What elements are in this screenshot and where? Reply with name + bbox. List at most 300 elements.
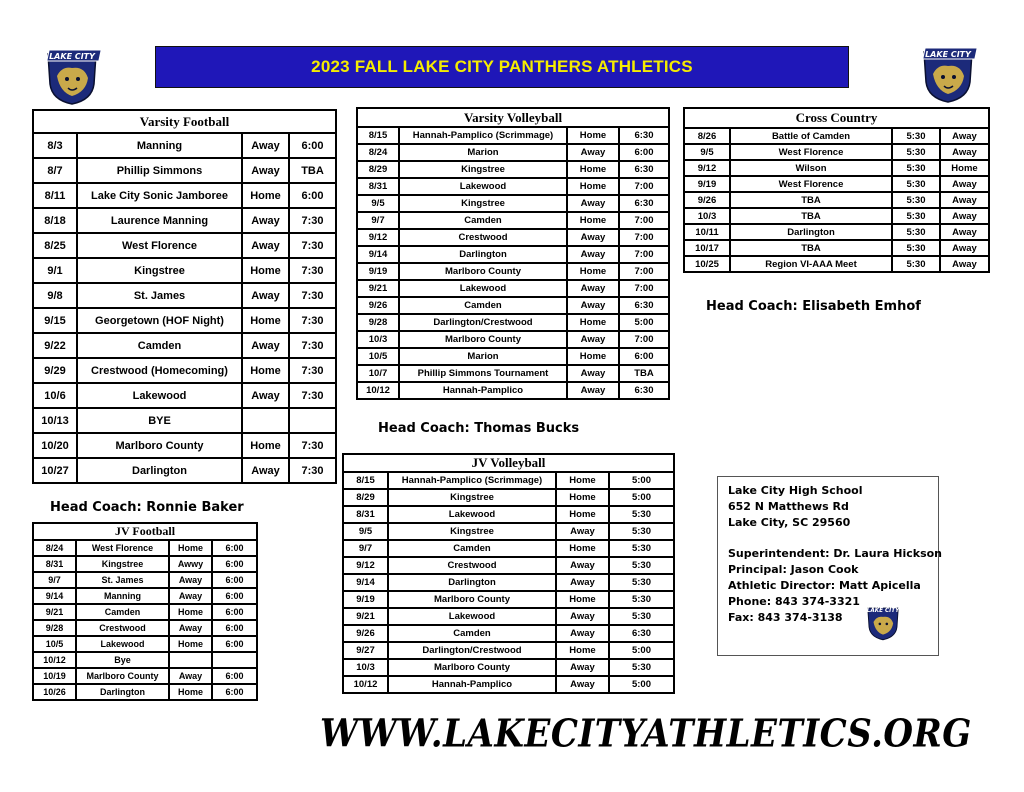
- table-row: [343, 574, 674, 591]
- table-row: [343, 472, 674, 489]
- cell-opponent: TBA: [730, 208, 892, 224]
- cell-date: 8/29: [343, 489, 388, 506]
- cell-opponent: Marlboro County: [388, 659, 556, 676]
- table-row: [357, 297, 669, 314]
- cell-opponent: West Florence: [730, 144, 892, 160]
- table-row: [357, 195, 669, 212]
- cell-date: 10/12: [33, 652, 76, 668]
- cell-date: 8/7: [33, 158, 77, 183]
- cell-col3: 5:30: [892, 160, 940, 176]
- cell-col3: 5:30: [892, 128, 940, 144]
- cell-date: 9/22: [33, 333, 77, 358]
- table-row: [33, 258, 336, 283]
- table-row: [33, 133, 336, 158]
- cell-col3: Away: [242, 333, 289, 358]
- cell-col4: 5:30: [609, 608, 674, 625]
- cell-col3: Away: [567, 195, 619, 212]
- cell-date: 8/26: [684, 128, 730, 144]
- cell-col3: 5:30: [892, 224, 940, 240]
- table-title: JV Football: [33, 523, 257, 540]
- cell-col3: Home: [169, 636, 212, 652]
- cell-col4: 5:30: [609, 659, 674, 676]
- cell-col4: 6:30: [609, 625, 674, 642]
- table-row: [33, 588, 257, 604]
- cell-opponent: Kingstree: [77, 258, 242, 283]
- cell-col3: Home: [556, 591, 609, 608]
- cell-col3: Away: [242, 283, 289, 308]
- table-title: JV Volleyball: [343, 454, 674, 472]
- table-row: [357, 263, 669, 280]
- cell-col4: 6:30: [619, 127, 669, 144]
- cell-col4: [212, 652, 257, 668]
- cell-col4: 5:00: [609, 489, 674, 506]
- cell-date: 9/14: [33, 588, 76, 604]
- table-row: [684, 176, 989, 192]
- cell-date: 9/19: [684, 176, 730, 192]
- cell-col3: Home: [242, 358, 289, 383]
- cell-date: 8/11: [33, 183, 77, 208]
- cell-date: 9/19: [343, 591, 388, 608]
- table-row: [33, 636, 257, 652]
- cell-col4: 5:00: [609, 642, 674, 659]
- cell-opponent: Camden: [399, 212, 567, 229]
- table-row: [343, 489, 674, 506]
- cell-opponent: Laurence Manning: [77, 208, 242, 233]
- cell-opponent: Lakewood: [388, 608, 556, 625]
- cell-col3: Home: [242, 308, 289, 333]
- cell-date: 9/27: [343, 642, 388, 659]
- cell-date: 9/8: [33, 283, 77, 308]
- cell-col4: 7:30: [289, 383, 336, 408]
- cell-col3: Away: [567, 297, 619, 314]
- cell-date: 9/14: [357, 246, 399, 263]
- table-row: [684, 240, 989, 256]
- cell-date: 9/15: [33, 308, 77, 333]
- cell-date: 9/5: [357, 195, 399, 212]
- cell-opponent: Kingstree: [388, 489, 556, 506]
- cell-date: 9/26: [684, 192, 730, 208]
- cell-opponent: BYE: [77, 408, 242, 433]
- cell-opponent: Phillip Simmons: [77, 158, 242, 183]
- volleyball-head-coach: Head Coach: Thomas Bucks: [378, 421, 580, 436]
- cell-date: 10/25: [684, 256, 730, 272]
- cell-date: 9/19: [357, 263, 399, 280]
- table-row: [357, 348, 669, 365]
- cell-opponent: Lake City Sonic Jamboree: [77, 183, 242, 208]
- cell-col3: 5:30: [892, 256, 940, 272]
- cell-col3: Away: [242, 233, 289, 258]
- cell-col4: 7:30: [289, 358, 336, 383]
- cell-opponent: Manning: [77, 133, 242, 158]
- cell-col3: Away: [169, 588, 212, 604]
- table-row: [33, 208, 336, 233]
- cell-col4: 6:30: [619, 382, 669, 399]
- cell-opponent: Marion: [399, 348, 567, 365]
- cell-opponent: Battle of Camden: [730, 128, 892, 144]
- fax-number: Fax: 843 374-3138: [728, 611, 843, 624]
- cell-col4: 6:00: [619, 144, 669, 161]
- cell-col4: 5:00: [609, 676, 674, 693]
- cell-col4: 7:00: [619, 263, 669, 280]
- cell-opponent: Bye: [76, 652, 169, 668]
- cell-date: 10/12: [357, 382, 399, 399]
- cell-date: 9/21: [33, 604, 76, 620]
- cell-col4: 7:30: [289, 258, 336, 283]
- cell-col3: Home: [169, 604, 212, 620]
- cell-opponent: St. James: [77, 283, 242, 308]
- cell-date: 10/11: [684, 224, 730, 240]
- cell-col3: Home: [242, 258, 289, 283]
- cell-date: 9/28: [357, 314, 399, 331]
- cell-col4: 5:30: [609, 557, 674, 574]
- table-row: [33, 556, 257, 572]
- cell-col4: 7:30: [289, 208, 336, 233]
- cell-col4: 7:00: [619, 178, 669, 195]
- cell-opponent: Darlington: [76, 684, 169, 700]
- cell-opponent: Hannah-Pamplico (Scrimmage): [399, 127, 567, 144]
- table-row: [33, 383, 336, 408]
- table-row: [33, 358, 336, 383]
- school-info-box: [717, 476, 943, 656]
- cell-date: 8/31: [33, 556, 76, 572]
- cell-date: 9/28: [33, 620, 76, 636]
- cell-date: 9/5: [343, 523, 388, 540]
- cell-col3: Home: [567, 127, 619, 144]
- cell-col3: Away: [556, 625, 609, 642]
- table-row: [357, 127, 669, 144]
- cell-col4: 6:00: [212, 620, 257, 636]
- cell-opponent: West Florence: [730, 176, 892, 192]
- cell-col4: 7:30: [289, 433, 336, 458]
- cell-date: 8/31: [357, 178, 399, 195]
- cell-col4: 6:30: [619, 195, 669, 212]
- cell-opponent: Wilson: [730, 160, 892, 176]
- cell-opponent: Kingstree: [399, 195, 567, 212]
- cell-col4: 5:30: [609, 506, 674, 523]
- cell-col3: 5:30: [892, 240, 940, 256]
- cell-col3: Away: [169, 572, 212, 588]
- cell-col3: Home: [169, 540, 212, 556]
- cell-col4: Away: [940, 192, 989, 208]
- cell-col4: 6:00: [212, 604, 257, 620]
- cell-col4: 5:30: [609, 540, 674, 557]
- cell-col3: Away: [242, 458, 289, 483]
- page-title-banner: [155, 46, 849, 88]
- cell-col3: Home: [169, 684, 212, 700]
- cell-col4: Away: [940, 256, 989, 272]
- table-row: [33, 540, 257, 556]
- cell-opponent: Region VI-AAA Meet: [730, 256, 892, 272]
- superintendent: Superintendent: Dr. Laura Hickson: [728, 547, 943, 560]
- cell-col4: 7:30: [289, 458, 336, 483]
- athletic-director: Athletic Director: Matt Apicella: [728, 579, 921, 592]
- cell-date: 10/17: [684, 240, 730, 256]
- table-row: [343, 557, 674, 574]
- cell-col3: Home: [556, 472, 609, 489]
- table-row: [684, 208, 989, 224]
- cell-opponent: Camden: [399, 297, 567, 314]
- cell-col3: Home: [556, 506, 609, 523]
- table-row: [343, 523, 674, 540]
- cell-opponent: Marlboro County: [399, 263, 567, 280]
- cross-country-table: [683, 107, 990, 273]
- table-row: [343, 506, 674, 523]
- cell-col3: Awwy: [169, 556, 212, 572]
- cell-opponent: Darlington: [388, 574, 556, 591]
- cell-opponent: Lakewood: [77, 383, 242, 408]
- table-row: [343, 676, 674, 693]
- table-row: [684, 256, 989, 272]
- table-row: [357, 178, 669, 195]
- cell-date: 9/12: [357, 229, 399, 246]
- cell-opponent: Crestwood: [76, 620, 169, 636]
- cell-col4: 7:30: [289, 308, 336, 333]
- school-address-street: 652 N Matthews Rd: [728, 500, 849, 513]
- table-row: [343, 642, 674, 659]
- table-row: [343, 625, 674, 642]
- cell-col4: 6:00: [619, 348, 669, 365]
- page-title: 2023 FALL LAKE CITY PANTHERS ATHLETICS: [311, 57, 693, 76]
- table-row: [33, 652, 257, 668]
- cell-date: 9/26: [343, 625, 388, 642]
- cell-col3: Away: [242, 208, 289, 233]
- svg-text:LAKE CITY: LAKE CITY: [49, 52, 95, 61]
- cell-col4: 6:00: [212, 556, 257, 572]
- cell-col4: 7:30: [289, 233, 336, 258]
- cell-date: 8/3: [33, 133, 77, 158]
- cell-col3: Away: [242, 383, 289, 408]
- cell-col3: 5:30: [892, 192, 940, 208]
- cell-opponent: West Florence: [77, 233, 242, 258]
- cell-col4: 7:30: [289, 333, 336, 358]
- table-row: [343, 608, 674, 625]
- table-row: [33, 458, 336, 483]
- cell-col4: Away: [940, 208, 989, 224]
- cell-col3: Home: [242, 183, 289, 208]
- cell-col3: Away: [556, 659, 609, 676]
- cell-col3: Away: [567, 365, 619, 382]
- cell-col4: 7:00: [619, 331, 669, 348]
- phone-number: Phone: 843 374-3321: [728, 595, 860, 608]
- cell-date: 10/6: [33, 383, 77, 408]
- cell-date: 10/3: [357, 331, 399, 348]
- cell-col4: 6:30: [619, 297, 669, 314]
- cell-date: 10/5: [33, 636, 76, 652]
- table-row: [357, 229, 669, 246]
- cell-date: 9/21: [357, 280, 399, 297]
- cell-opponent: Marlboro County: [388, 591, 556, 608]
- cell-col3: Home: [556, 540, 609, 557]
- cell-opponent: Lakewood: [388, 506, 556, 523]
- cell-col4: 6:00: [212, 684, 257, 700]
- cell-opponent: Marlboro County: [399, 331, 567, 348]
- jv-volleyball-table: [342, 453, 675, 694]
- cell-date: 8/31: [343, 506, 388, 523]
- cell-date: 10/7: [357, 365, 399, 382]
- table-row: [357, 382, 669, 399]
- cell-col4: Away: [940, 176, 989, 192]
- table-row: [343, 591, 674, 608]
- cell-col3: Away: [567, 144, 619, 161]
- cell-opponent: Darlington/Crestwood: [399, 314, 567, 331]
- cell-col4: 6:00: [289, 183, 336, 208]
- cell-col4: 7:00: [619, 212, 669, 229]
- varsity-football-table: [32, 109, 337, 484]
- table-row: [33, 572, 257, 588]
- cell-col4: 6:00: [212, 588, 257, 604]
- school-name: Lake City High School: [728, 484, 863, 497]
- table-row: [343, 540, 674, 557]
- cell-date: 9/21: [343, 608, 388, 625]
- cell-col3: Away: [169, 620, 212, 636]
- table-title: Cross Country: [684, 108, 989, 128]
- cell-date: 8/15: [343, 472, 388, 489]
- cell-col4: Away: [940, 240, 989, 256]
- cell-opponent: Darlington: [730, 224, 892, 240]
- cell-date: 9/14: [343, 574, 388, 591]
- cell-opponent: Lakewood: [399, 280, 567, 297]
- cell-date: 9/29: [33, 358, 77, 383]
- cell-col4: 7:00: [619, 229, 669, 246]
- cell-opponent: Crestwood: [399, 229, 567, 246]
- table-row: [684, 160, 989, 176]
- cell-col4: Away: [940, 128, 989, 144]
- varsity-volleyball-table: [356, 107, 670, 400]
- panther-logo-left: [42, 46, 102, 106]
- table-row: [33, 620, 257, 636]
- cell-col3: Away: [567, 229, 619, 246]
- cell-date: 9/12: [343, 557, 388, 574]
- principal: Principal: Jason Cook: [728, 563, 859, 576]
- cell-col3: Away: [556, 557, 609, 574]
- cell-opponent: Kingstree: [399, 161, 567, 178]
- cell-date: 9/7: [343, 540, 388, 557]
- table-row: [357, 161, 669, 178]
- cell-col4: Home: [940, 160, 989, 176]
- cell-col3: Away: [242, 158, 289, 183]
- table-row: [33, 158, 336, 183]
- cell-col3: Home: [567, 263, 619, 280]
- cell-col4: 6:00: [212, 572, 257, 588]
- cell-date: 10/19: [33, 668, 76, 684]
- cell-col3: 5:30: [892, 176, 940, 192]
- cell-col3: Home: [556, 642, 609, 659]
- cell-opponent: Darlington: [77, 458, 242, 483]
- cell-col3: Away: [169, 668, 212, 684]
- cell-opponent: Darlington: [399, 246, 567, 263]
- svg-text:LAKE CITY: LAKE CITY: [866, 607, 900, 614]
- cell-date: 9/1: [33, 258, 77, 283]
- cell-opponent: Camden: [77, 333, 242, 358]
- cell-col4: 6:00: [289, 133, 336, 158]
- website-link[interactable]: WWW.LAKECITYATHLETICS.ORG: [320, 712, 972, 757]
- panther-logo-right: [918, 44, 978, 104]
- cell-opponent: Hannah-Pamplico: [388, 676, 556, 693]
- cell-col4: Away: [940, 144, 989, 160]
- cell-opponent: Crestwood (Homecoming): [77, 358, 242, 383]
- table-row: [33, 668, 257, 684]
- cell-col4: Away: [940, 224, 989, 240]
- cross-country-head-coach: Head Coach: Elisabeth Emhof: [706, 299, 921, 314]
- table-row: [33, 433, 336, 458]
- cell-date: 8/25: [33, 233, 77, 258]
- cell-opponent: Marlboro County: [76, 668, 169, 684]
- cell-date: 9/26: [357, 297, 399, 314]
- cell-opponent: St. James: [76, 572, 169, 588]
- table-row: [33, 308, 336, 333]
- cell-opponent: Crestwood: [388, 557, 556, 574]
- cell-col3: Away: [567, 382, 619, 399]
- table-row: [357, 280, 669, 297]
- cell-col4: 7:30: [289, 283, 336, 308]
- table-row: [33, 604, 257, 620]
- cell-date: 9/5: [684, 144, 730, 160]
- cell-opponent: Camden: [388, 540, 556, 557]
- table-row: [33, 408, 336, 433]
- cell-col4: 6:00: [212, 668, 257, 684]
- table-row: [357, 212, 669, 229]
- cell-col3: 5:30: [892, 144, 940, 160]
- cell-col3: [169, 652, 212, 668]
- cell-col4: 5:00: [619, 314, 669, 331]
- svg-text:LAKE CITY: LAKE CITY: [925, 50, 971, 59]
- cell-date: 9/12: [684, 160, 730, 176]
- cell-opponent: Lakewood: [399, 178, 567, 195]
- cell-col4: TBA: [619, 365, 669, 382]
- cell-col3: Away: [556, 574, 609, 591]
- cell-col3: Home: [242, 433, 289, 458]
- cell-col3: 5:30: [892, 208, 940, 224]
- cell-opponent: Kingstree: [76, 556, 169, 572]
- cell-col4: 6:00: [212, 540, 257, 556]
- cell-opponent: Camden: [76, 604, 169, 620]
- cell-col3: Away: [556, 676, 609, 693]
- cell-opponent: Georgetown (HOF Night): [77, 308, 242, 333]
- cell-opponent: Camden: [388, 625, 556, 642]
- cell-date: 10/3: [343, 659, 388, 676]
- table-row: [33, 233, 336, 258]
- cell-opponent: Darlington/Crestwood: [388, 642, 556, 659]
- cell-date: 10/12: [343, 676, 388, 693]
- table-row: [684, 224, 989, 240]
- cell-col4: 6:30: [619, 161, 669, 178]
- cell-col3: Home: [567, 314, 619, 331]
- cell-opponent: Manning: [76, 588, 169, 604]
- cell-date: 9/7: [33, 572, 76, 588]
- table-row: [357, 314, 669, 331]
- table-row: [33, 333, 336, 358]
- cell-opponent: Hannah-Pamplico (Scrimmage): [388, 472, 556, 489]
- cell-opponent: TBA: [730, 192, 892, 208]
- cell-col4: 5:30: [609, 523, 674, 540]
- table-title: Varsity Football: [33, 110, 336, 133]
- cell-col4: 5:00: [609, 472, 674, 489]
- cell-opponent: Phillip Simmons Tournament: [399, 365, 567, 382]
- cell-col3: [242, 408, 289, 433]
- table-row: [357, 246, 669, 263]
- cell-col3: Home: [567, 212, 619, 229]
- cell-opponent: Marion: [399, 144, 567, 161]
- jv-football-table: [32, 522, 258, 701]
- cell-col3: Away: [567, 246, 619, 263]
- cell-col3: Away: [556, 608, 609, 625]
- cell-col3: Home: [556, 489, 609, 506]
- cell-col3: Home: [567, 161, 619, 178]
- cell-date: 8/24: [33, 540, 76, 556]
- table-row: [33, 283, 336, 308]
- cell-opponent: Hannah-Pamplico: [399, 382, 567, 399]
- table-row: [343, 659, 674, 676]
